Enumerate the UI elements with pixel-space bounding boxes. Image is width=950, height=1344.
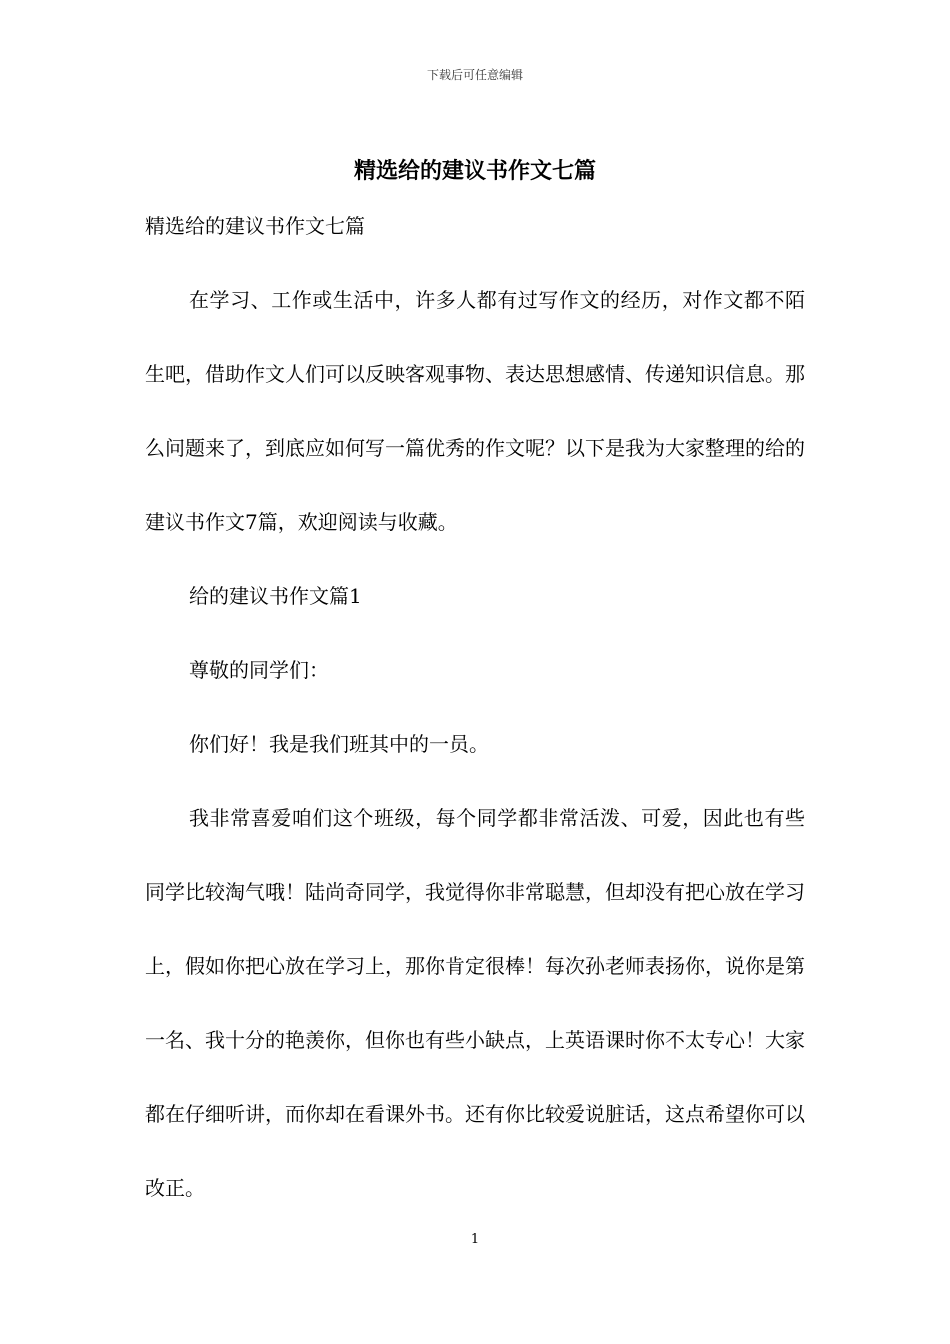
paragraph-intro: 在学习、工作或生活中，许多人都有过写作文的经历，对作文都不陌生吧，借助作文人们可以反映客观事物、表达思想感情、传递知识信息。那么问题来了，到底应如何写一篇优秀的作文呢？以下是我为大家整理的给的建议书作文7篇，欢迎阅读与收藏。 bbox=[145, 288, 805, 534]
page-number: 1 bbox=[470, 1232, 480, 1247]
header-note: 下载后可任意编辑 bbox=[426, 68, 523, 82]
document-body bbox=[145, 263, 805, 1225]
salutation: 尊敬的同学们： bbox=[189, 658, 329, 682]
greeting: 你们好！我是我们班其中的一员。 bbox=[189, 732, 489, 756]
paragraph-body: 我非常喜爱咱们这个班级，每个同学都非常活泼、可爱，因此也有些同学比较淘气哦！陆尚奇同学，我觉得你非常聪慧，但却没有把心放在学习上，假如你把心放在学习上，那你肯定很棒！每次孙老师表扬你，说你是第一名、我十分的艳羡你，但你也有些小缺点，上英语课时你不太专心！大家都在仔细听讲，而你却在看课外书。还有你比较爱说脏话，这点希望你可以改正。 bbox=[145, 806, 805, 1200]
document-subtitle: 精选给的建议书作文七篇 bbox=[145, 214, 365, 238]
document-title: 精选给的建议书作文七篇 bbox=[353, 158, 596, 184]
essay-heading: 给的建议书作文篇1 bbox=[189, 584, 362, 608]
